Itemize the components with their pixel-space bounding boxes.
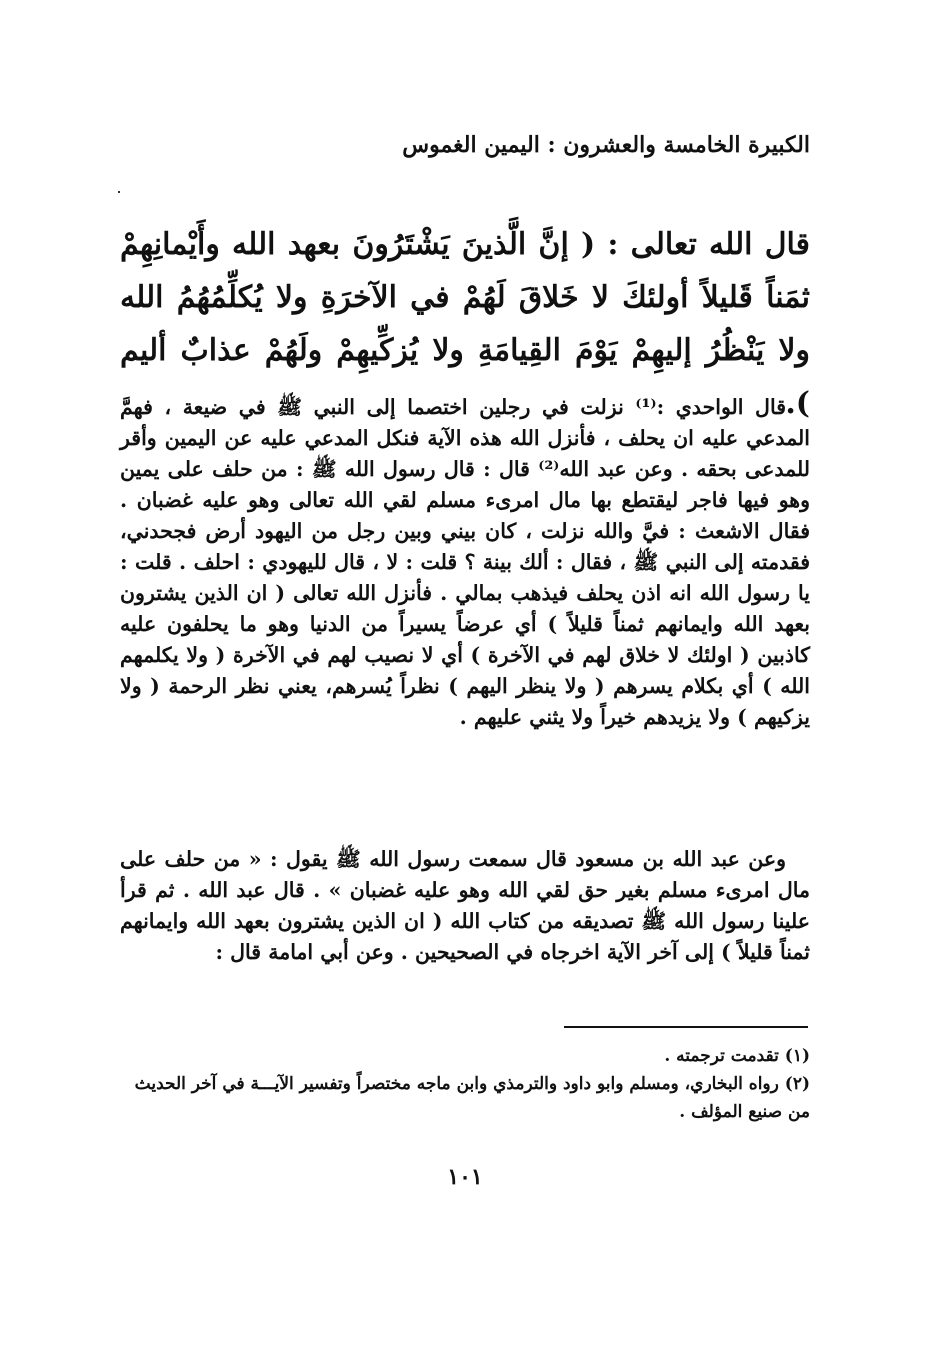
footnote-2: (٢) رواه البخاري، ومسلم وابو داود والترمذي وابن ماجه مختصراً وتفسير الآيـــة في آخر الحديث من صنيع المؤلف . [134, 1074, 810, 1122]
chapter-header: الكبيرة الخامسة والعشرون : اليمين الغموس [402, 132, 810, 158]
body-paragraph-2: وعن عبد الله بن مسعود قال سمعت رسول الله ﷺ يقول : « من حلف على مال امرىء مسلم بغير حق لقي الله وهو عليه غضبان » . قال عبد الله . ثم قرأ علينا رسول الله ﷺ تصديقه من كتاب الله ( ان الذين يشترون بعهد الله وايمانهم ثمناً قليلاً ) إلى آخر الآية اخرجاه في الصحيحين . وعن أبي امامة قال : [120, 847, 810, 964]
page-number: ١٠١ [447, 1164, 483, 1190]
scan-speck [118, 191, 120, 193]
body-paragraph-1: قال الواحدي :⁽¹⁾ نزلت في رجلين اختصما إلى النبي ﷺ في ضيعة ، فهمَّ المدعي عليه ان يحلف ، فأنزل الله هذه الآية فنكل المدعي عليه عن اليمين وأقر للمدعى بحقه . وعن عبد الله⁽²⁾ قال : قال رسول الله ﷺ : من حلف على يمين وهو فيها فاجر ليقتطع بها مال امرىء مسلم لقي الله تعالى وهو عليه غضبان . فقال الاشعث : فيَّ والله نزلت ، كان بيني وبين رجل من اليهود أرض فجحدني، فقدمته إلى النبي ﷺ ، فقال : ألك بينة ؟ قلت : لا ، قال لليهودي : احلف . قلت : يا رسول الله انه اذن يحلف فيذهب بمالي . فأنزل الله تعالى ( ان الذين يشترون بعهد الله وايمانهم ثمناً قليلاً ) أي عرضاً يسيراً من الدنيا وهو ما يحلفون عليه كاذبين ( اولئك لا خلاق لهم في الآخرة ) أي لا نصيب لهم في الآخرة ( ولا يكلمهم الله ) أي بكلام يسرهم ( ولا ينظر اليهم ) نظراً يُسرهم، يعني نظر الرحمة ( ولا يزكيهم ) ولا يزيدهم خيراً ولا يثني عليهم . [120, 395, 810, 729]
footnote-1: (١) تقدمت ترجمته . [664, 1046, 810, 1066]
quran-verse: قال الله تعالى : ( إنَّ الَّذينَ يَشْتَرُونَ بعهد الله وأَيْمانِهِمْ ثمَناً قَليلاً أولئكَ لا خَلاقَ لَهُمْ في الآخرَةِ ولا يُكلِّمُهُمُ الله ولا يَنْظُرُ إليهِمْ يَوْمَ القِيامَةِ ولا يُزكِّيهِمْ ولَهُمْ عذابٌ أليم ). [120, 227, 810, 421]
footnote-separator [564, 1026, 808, 1028]
footnotes [120, 1042, 810, 1126]
